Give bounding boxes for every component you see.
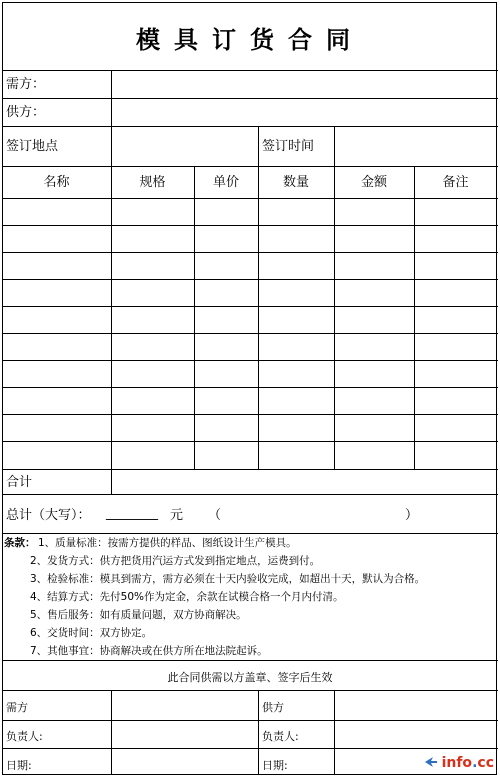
cell-remarks[interactable] bbox=[415, 199, 497, 225]
cell-unit-price[interactable] bbox=[195, 280, 258, 306]
cell-unit-price[interactable] bbox=[195, 388, 258, 414]
signature-buyer-label: 需方 bbox=[6, 701, 28, 714]
divider bbox=[2, 166, 498, 167]
cell-remarks[interactable] bbox=[415, 280, 497, 306]
buyer-field[interactable] bbox=[112, 71, 497, 98]
total-paren-close: ） bbox=[405, 508, 419, 523]
cell-quantity[interactable] bbox=[259, 388, 334, 414]
cell-remarks[interactable] bbox=[415, 361, 497, 387]
subtotal-label: 合计 bbox=[6, 475, 33, 490]
total-paren-open: （ bbox=[208, 508, 222, 523]
seller-field[interactable] bbox=[112, 99, 497, 126]
buyer-label: 需方： bbox=[6, 77, 46, 92]
cell-name[interactable] bbox=[3, 307, 111, 333]
cell-name[interactable] bbox=[3, 415, 111, 441]
cell-amount[interactable] bbox=[335, 415, 414, 441]
cell-spec[interactable] bbox=[112, 226, 194, 252]
clause-item: 1、质量标准：按需方提供的样品、图纸设计生产模具。 bbox=[38, 537, 297, 549]
cell-remarks[interactable] bbox=[415, 307, 497, 333]
cell-name[interactable] bbox=[3, 226, 111, 252]
cell-unit-price[interactable] bbox=[195, 307, 258, 333]
column-header-remarks: 备注 bbox=[442, 175, 469, 190]
signature-seller-label: 供方 bbox=[262, 701, 284, 714]
cell-name[interactable] bbox=[3, 199, 111, 225]
watermark-prefix: info bbox=[441, 755, 473, 771]
cell-name[interactable] bbox=[3, 361, 111, 387]
cell-remarks[interactable] bbox=[415, 415, 497, 441]
seller-person-label: 负责人: bbox=[262, 730, 299, 743]
watermark-suffix: cc bbox=[477, 755, 494, 771]
cell-name[interactable] bbox=[3, 388, 111, 414]
cell-spec[interactable] bbox=[112, 334, 194, 360]
cell-quantity[interactable] bbox=[259, 253, 334, 279]
seller-person-field[interactable] bbox=[335, 721, 497, 748]
cell-amount[interactable] bbox=[335, 361, 414, 387]
effective-note: 此合同供需以方盖章、签字后生效 bbox=[167, 671, 333, 684]
cell-amount[interactable] bbox=[335, 226, 414, 252]
clauses-heading: 条款： bbox=[4, 537, 36, 549]
cell-remarks[interactable] bbox=[415, 226, 497, 252]
buyer-date-label: 日期: bbox=[6, 759, 32, 772]
buyer-person-label: 负责人: bbox=[6, 730, 43, 743]
cell-unit-price[interactable] bbox=[195, 415, 258, 441]
cell-amount[interactable] bbox=[335, 388, 414, 414]
column-header-quantity: 数量 bbox=[282, 175, 309, 190]
cell-unit-price[interactable] bbox=[195, 199, 258, 225]
divider bbox=[2, 660, 498, 661]
sign-place-field[interactable] bbox=[112, 127, 258, 166]
buyer-person-field[interactable] bbox=[112, 721, 258, 748]
subtotal-field[interactable] bbox=[112, 470, 497, 494]
cell-amount[interactable] bbox=[335, 307, 414, 333]
cell-unit-price[interactable] bbox=[195, 226, 258, 252]
column-header-spec: 规格 bbox=[139, 175, 166, 190]
divider bbox=[2, 533, 498, 534]
cell-quantity[interactable] bbox=[259, 226, 334, 252]
sign-time-label: 签订时间 bbox=[262, 139, 315, 154]
divider bbox=[2, 494, 498, 495]
cell-amount[interactable] bbox=[335, 199, 414, 225]
cell-spec[interactable] bbox=[112, 361, 194, 387]
column-header-name: 名称 bbox=[43, 175, 70, 190]
cell-spec[interactable] bbox=[112, 388, 194, 414]
clause-item: 5、售后服务：如有质量问题，双方协商解决。 bbox=[30, 609, 247, 621]
clause-item: 3、检验标准：模具到需方，需方必须在十天内验收完成，如超出十天，默认为合格。 bbox=[30, 573, 426, 585]
clause-item: 4、结算方式：先付50%作为定金，余款在试模合格一个月内付清。 bbox=[30, 591, 344, 603]
cell-quantity[interactable] bbox=[259, 280, 334, 306]
cell-name[interactable] bbox=[3, 280, 111, 306]
watermark-dot: . bbox=[472, 755, 478, 771]
cell-quantity[interactable] bbox=[259, 361, 334, 387]
column-divider bbox=[258, 690, 259, 775]
total-amount-blank[interactable]: ________ bbox=[106, 506, 158, 521]
seller-date-label: 日期: bbox=[262, 759, 288, 772]
seller-seal-field[interactable] bbox=[335, 691, 497, 720]
cell-spec[interactable] bbox=[112, 307, 194, 333]
sign-time-field[interactable] bbox=[335, 127, 497, 166]
buyer-seal-field[interactable] bbox=[112, 691, 258, 720]
column-header-amount: 金额 bbox=[360, 175, 387, 190]
cell-remarks[interactable] bbox=[415, 388, 497, 414]
arrow-logo-icon bbox=[424, 756, 438, 768]
cell-amount[interactable] bbox=[335, 280, 414, 306]
column-header-unit-price: 单价 bbox=[212, 175, 239, 190]
cell-amount[interactable] bbox=[335, 334, 414, 360]
seller-label: 供方： bbox=[6, 105, 46, 120]
cell-unit-price[interactable] bbox=[195, 253, 258, 279]
clause-item: 2、发货方式：供方把货用汽运方式发到指定地点，运费到付。 bbox=[30, 555, 321, 567]
cell-name[interactable] bbox=[3, 253, 111, 279]
cell-spec[interactable] bbox=[112, 415, 194, 441]
cell-remarks[interactable] bbox=[415, 253, 497, 279]
cell-unit-price[interactable] bbox=[195, 361, 258, 387]
clause-item: 6、交货时间：双方协定。 bbox=[30, 627, 153, 639]
cell-quantity[interactable] bbox=[259, 307, 334, 333]
cell-name[interactable] bbox=[3, 334, 111, 360]
buyer-date-field[interactable] bbox=[112, 749, 258, 775]
cell-spec[interactable] bbox=[112, 280, 194, 306]
total-unit: 元 bbox=[170, 508, 184, 523]
cell-amount[interactable] bbox=[335, 253, 414, 279]
cell-quantity[interactable] bbox=[259, 334, 334, 360]
cell-spec[interactable] bbox=[112, 199, 194, 225]
clause-item: 7、其他事宜：协商解决或在供方所在地法院起诉。 bbox=[30, 645, 268, 657]
cell-remarks[interactable] bbox=[415, 334, 497, 360]
sign-place-label: 签订地点 bbox=[6, 139, 59, 154]
divider bbox=[2, 441, 498, 442]
cell-unit-price[interactable] bbox=[195, 334, 258, 360]
cell-spec[interactable] bbox=[112, 253, 194, 279]
total-label: 总计（大写）： bbox=[6, 508, 91, 523]
cell-quantity[interactable] bbox=[259, 415, 334, 441]
cell-quantity[interactable] bbox=[259, 199, 334, 225]
page-title: 模具订货合同 bbox=[136, 25, 364, 54]
watermark bbox=[442, 755, 494, 771]
